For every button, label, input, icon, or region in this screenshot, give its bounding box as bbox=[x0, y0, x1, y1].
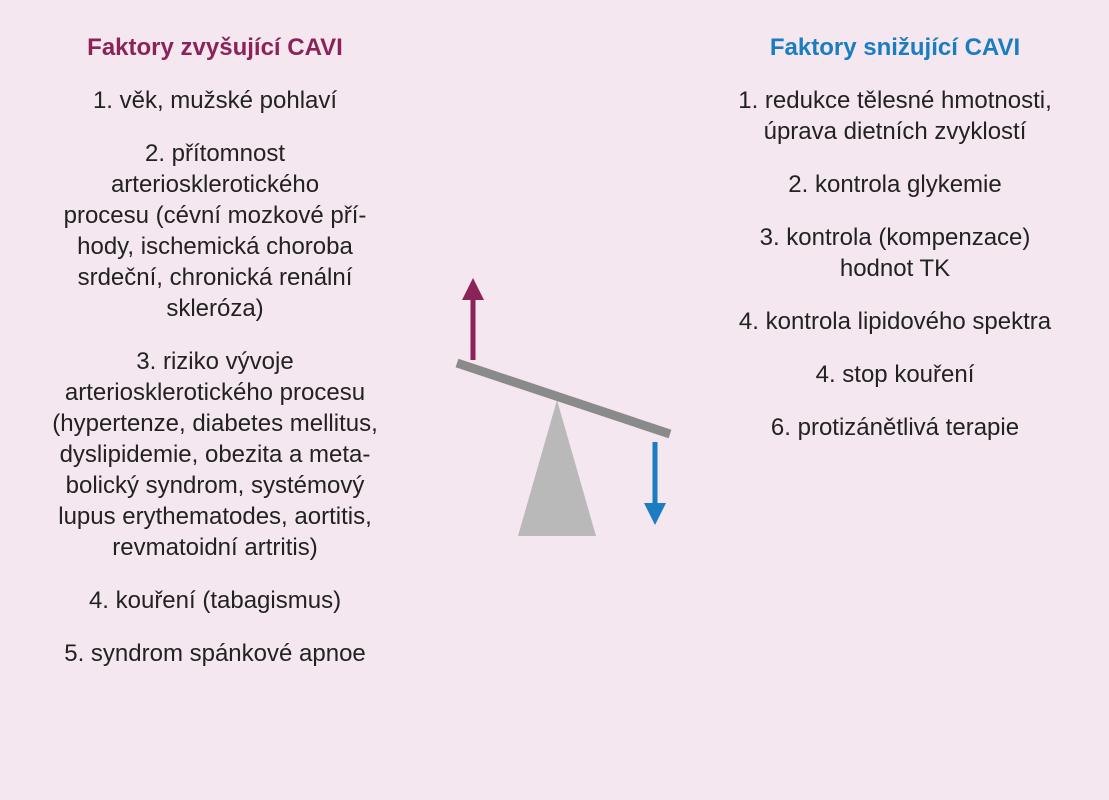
decreasing-factor-item: 4. kontrola lipidového spektra bbox=[738, 308, 1052, 335]
decreasing-factor-item: 3. kontrola (kompenzace) hodnot TK bbox=[759, 224, 1031, 282]
increasing-factor-item: 4. kouření (tabagismus) bbox=[88, 587, 342, 614]
increasing-factor-item: 1. věk, mužské pohlaví bbox=[92, 87, 338, 114]
up-arrow-icon bbox=[462, 278, 484, 360]
increasing-factor-item: 2. přítomnost arteriosklerotického procesu (cévní mozkové pří- hody, ischemická choroba srdeční, chronická renální skleróza) bbox=[63, 140, 367, 322]
decreasing-factors-title: Faktory snižující CAVI bbox=[769, 34, 1021, 61]
increasing-factors-title: Faktory zvyšující CAVI bbox=[87, 34, 343, 61]
decreasing-factor-item: 6. protizánětlivá terapie bbox=[770, 414, 1020, 441]
increasing-factor-item: 5. syndrom spánkové apnoe bbox=[64, 640, 366, 667]
fulcrum-triangle bbox=[518, 400, 596, 536]
balance-beam bbox=[457, 363, 670, 434]
decreasing-factor-item: 4. stop kouření bbox=[815, 361, 975, 388]
increasing-factor-item: 3. riziko vývoje arteriosklerotického procesu (hypertenze, diabetes mellitus, dyslipidemie, obezita a meta- bolický syndrom, systémový lupus erythematodes, aortitis, revmatoidní artritis) bbox=[52, 348, 378, 561]
decreasing-factor-item: 1. redukce tělesné hmotnosti, úprava dietních zvyklostí bbox=[738, 87, 1052, 145]
decreasing-factor-item: 2. kontrola glykemie bbox=[788, 171, 1002, 198]
down-arrow-icon bbox=[644, 442, 666, 525]
decreasing-factors-column bbox=[680, 0, 1109, 443]
increasing-factors-column bbox=[0, 0, 430, 669]
